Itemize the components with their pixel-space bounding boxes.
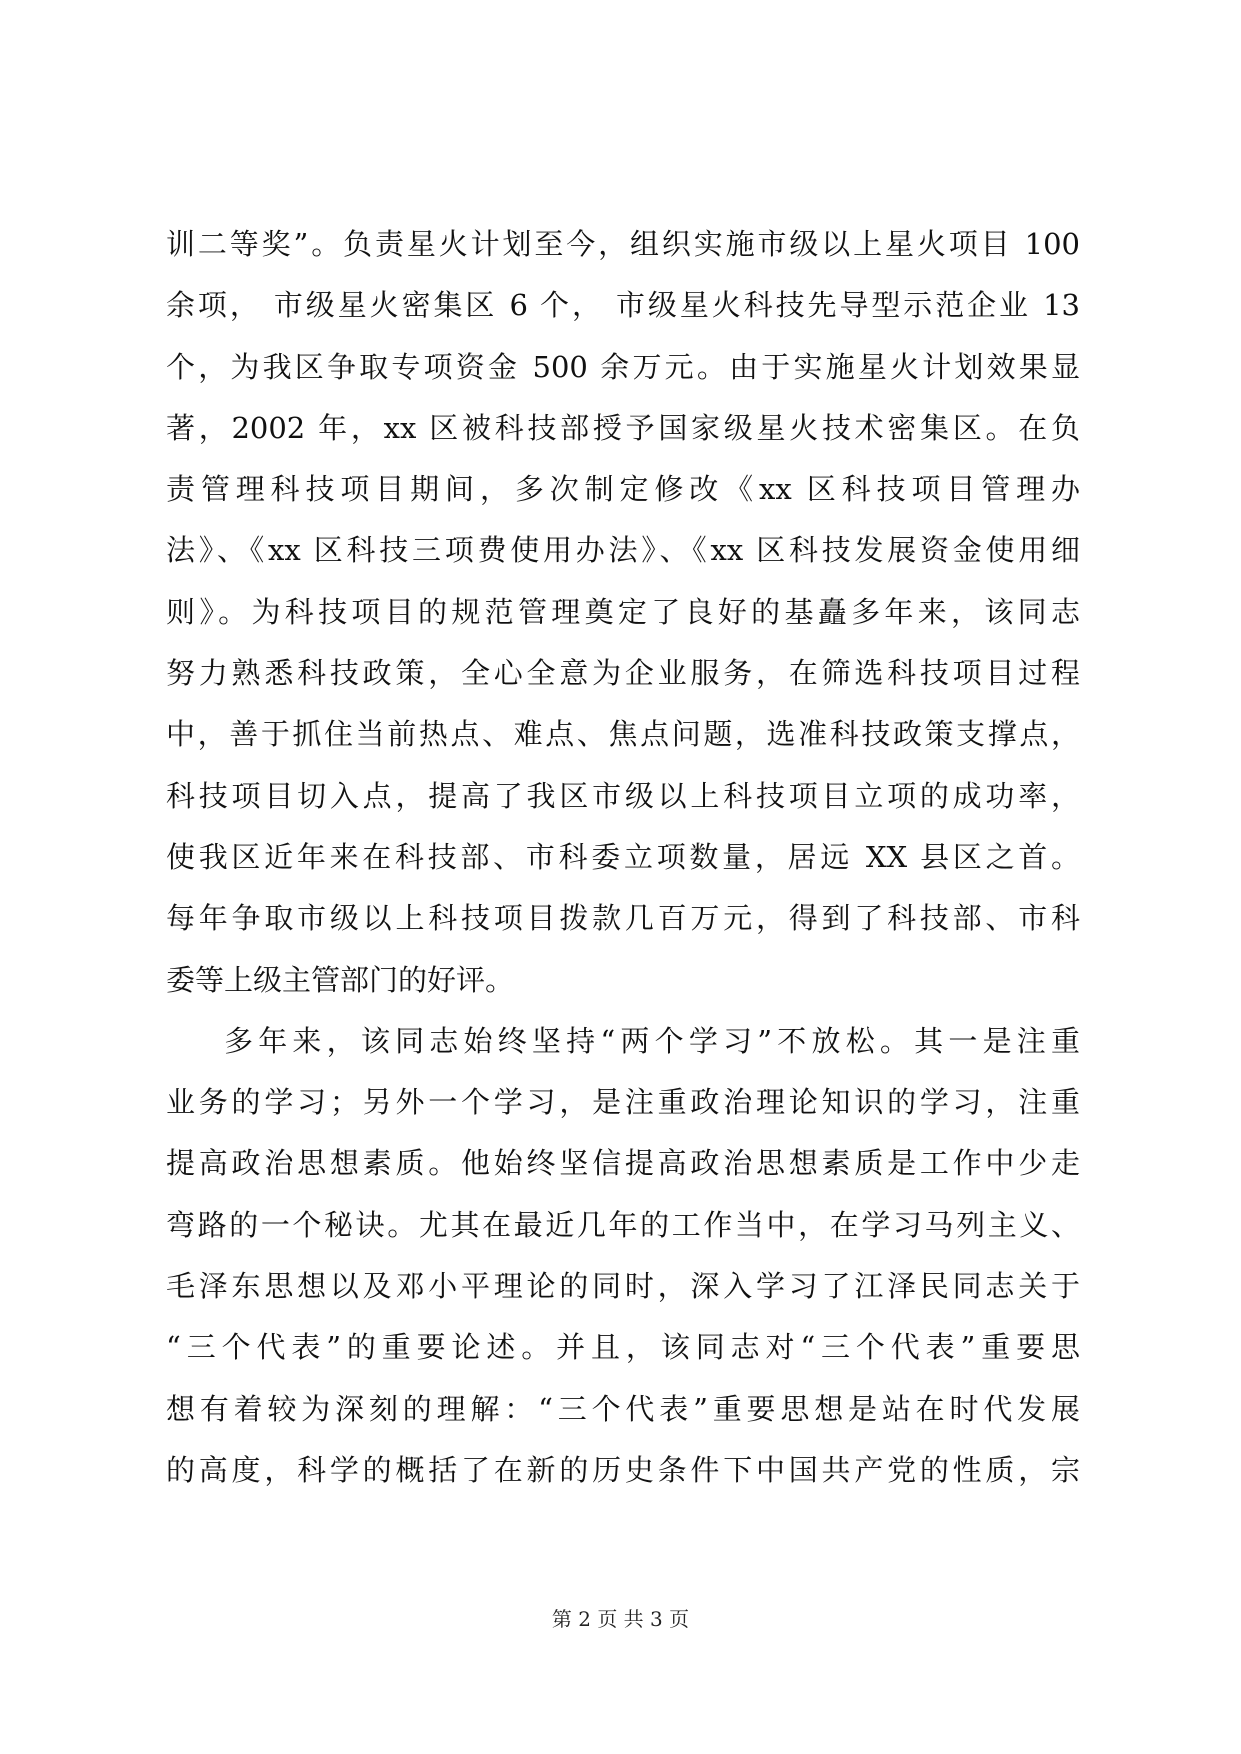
text-line: 的高度，科学的概括了在新的历史条件下中国共产党的性质，宗 [166, 1452, 1080, 1487]
text-line: 著，2002 年，xx 区被科技部授予国家级星火技术密集区。在负 [166, 410, 1080, 445]
text-line: 个，为我区争取专项资金 500 余万元。由于实施星火计划效果显 [166, 349, 1080, 384]
text-line: 训二等奖”。负责星火计划至今，组织实施市级以上星火项目 100 [166, 227, 1080, 261]
text-line: 毛泽东思想以及邓小平理论的同时，深入学习了江泽民同志关于 [166, 1269, 1080, 1304]
text-line: 想有着较为深刻的理解：“三个代表”重要思想是站在时代发展 [166, 1391, 1080, 1426]
paragraph-end-line: 委等上级主管部门的好评。 [166, 962, 515, 997]
body-text [166, 226, 1080, 1513]
text-line: 科技项目切入点，提高了我区市级以上科技项目立项的成功率， [166, 778, 1080, 813]
text-line: “三个代表”的重要论述。并且，该同志对“三个代表”重要思 [166, 1330, 1080, 1365]
text-line: 提高政治思想素质。他始终坚信提高政治思想素质是工作中少走 [166, 1146, 1080, 1181]
text-line: 余项， 市级星火密集区 6 个， 市级星火科技先导型示范企业 13 [166, 288, 1080, 323]
text-line: 努力熟悉科技政策，全心全意为企业服务，在筛选科技项目过程 [166, 656, 1080, 691]
text-line: 责管理科技项目期间，多次制定修改《xx 区科技项目管理办 [166, 472, 1080, 507]
text-line: 使我区近年来在科技部、市科委立项数量，居远 XX 县区之首。 [166, 839, 1080, 874]
text-line: 业务的学习；另外一个学习，是注重政治理论知识的学习，注重 [166, 1085, 1080, 1120]
text-line: 法》、《xx 区科技三项费使用办法》、《xx 区科技发展资金使用细 [166, 533, 1080, 568]
text-line: 弯路的一个秘诀。尤其在最近几年的工作当中，在学习马列主义、 [166, 1207, 1080, 1242]
text-line: 则》。为科技项目的规范管理奠定了良好的基矗多年来，该同志 [166, 594, 1080, 629]
paragraph-start-line: 多年来，该同志始终坚持“两个学习”不放松。其一是注重 [224, 1023, 1080, 1058]
text-line: 每年争取市级以上科技项目拨款几百万元，得到了科技部、市科 [166, 901, 1080, 936]
page-number-footer: 第 2 页 共 3 页 [551, 1607, 690, 1631]
text-line: 中，善于抓住当前热点、难点、焦点问题，选准科技政策支撑点， [166, 717, 1080, 752]
